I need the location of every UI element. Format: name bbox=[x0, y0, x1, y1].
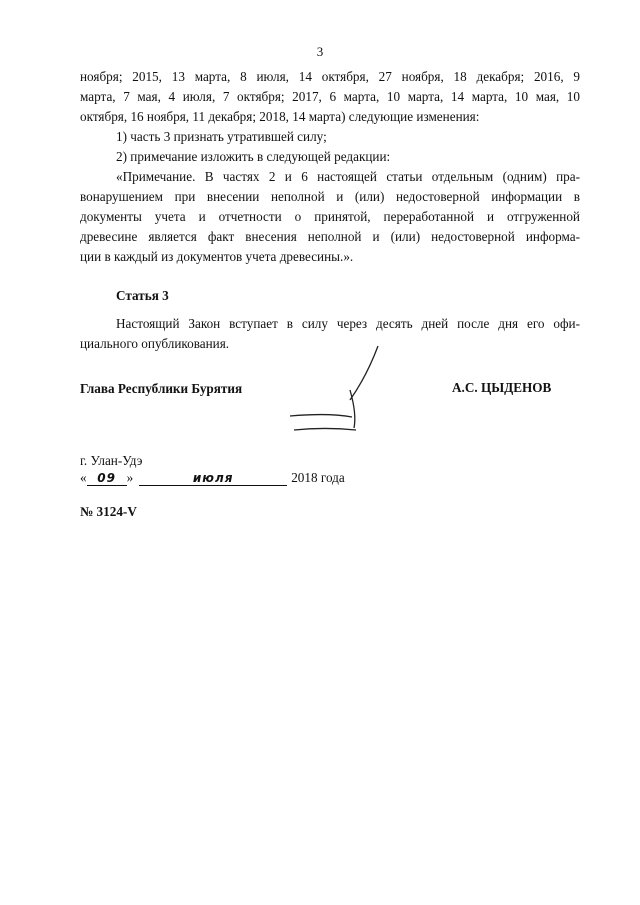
signatory-title: Глава Республики Бурятия bbox=[80, 381, 243, 396]
date-day: 09 bbox=[87, 471, 127, 486]
paragraph-line: октября, 16 ноября, 11 декабря; 2018, 14 марта) следующие изменения: bbox=[80, 109, 480, 124]
date-month: июля bbox=[139, 471, 287, 486]
signing-date bbox=[80, 470, 345, 486]
handwritten-signature bbox=[280, 340, 390, 440]
article-text-line: циального опубликования. bbox=[80, 336, 230, 351]
note-line: вонарушением при внесении неполной и (или) недостоверной информации в bbox=[80, 189, 580, 204]
note-line: ции в каждый из документов учета древесины.». bbox=[80, 249, 354, 264]
article-heading: Статья 3 bbox=[116, 288, 169, 303]
list-item-2: 2) примечание изложить в следующей редакции: bbox=[116, 149, 391, 164]
article-text-line: Настоящий Закон вступает в силу через десять дней после дня его офи- bbox=[116, 316, 580, 331]
signatory-name: А.С. ЦЫДЕНОВ bbox=[452, 380, 552, 395]
note-line: «Примечание. В частях 2 и 6 настоящей статьи отдельным (одним) пра- bbox=[116, 169, 580, 184]
list-item-1: 1) часть 3 признать утратившей силу; bbox=[116, 129, 327, 144]
city: г. Улан-Удэ bbox=[80, 453, 143, 468]
note-line: документы учета и отчетности о принятой, переработанной и отгруженной bbox=[80, 209, 580, 224]
paragraph-line: марта, 7 мая, 4 июля, 7 октября; 2017, 6 марта, 10 марта, 14 марта, 10 мая, 10 bbox=[80, 89, 580, 104]
document-number: № 3124-V bbox=[80, 504, 137, 519]
date-year: 2018 года bbox=[291, 470, 345, 485]
date-close-quote: » bbox=[126, 470, 134, 485]
paragraph-line: ноября; 2015, 13 марта, 8 июля, 14 октября, 27 ноября, 18 декабря; 2016, 9 bbox=[80, 69, 580, 84]
date-open-quote: « bbox=[80, 470, 87, 485]
note-line: древесине является факт внесения неполной и (или) недостоверной информа- bbox=[80, 229, 580, 244]
page-number: 3 bbox=[316, 44, 324, 59]
